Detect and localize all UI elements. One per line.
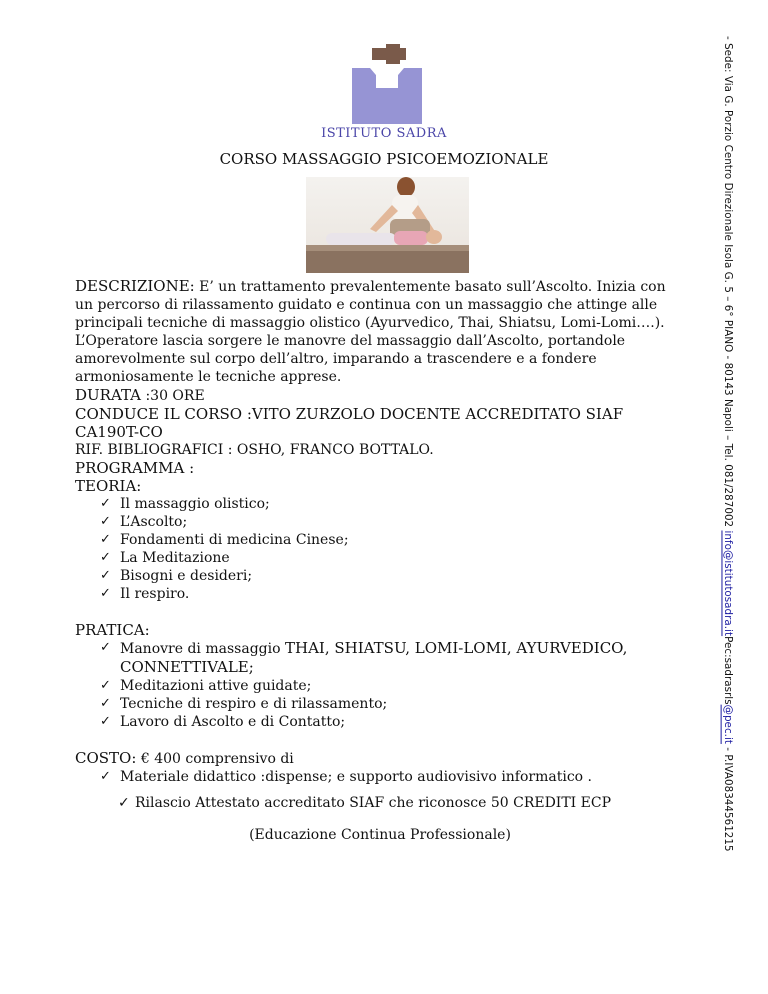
sadra-logo — [352, 44, 422, 128]
document-body — [75, 277, 685, 844]
list-item: ✓ Materiale didattico :dispense; e supporto audiovisivo informatico . — [100, 769, 593, 785]
list-item: ✓ Lavoro di Ascolto e di Contatto; — [100, 714, 346, 730]
certificate-subtitle: (Educazione Continua Professionale) — [249, 827, 511, 843]
massage-photo — [306, 177, 469, 273]
list-item: ✓ Meditazioni attive guidate; — [100, 678, 312, 694]
check-icon: ✓ — [118, 795, 130, 811]
document-title: CORSO MASSAGGIO PSICOEMOZIONALE — [219, 150, 549, 168]
check-icon: ✓ — [100, 550, 111, 565]
list-item: ✓ Bisogni e desideri; — [100, 568, 253, 584]
description-label: DESCRIZIONE: — [75, 277, 195, 295]
certificate-line: ✓ Rilascio Attestato accreditato SIAF che riconosce 50 CREDITI ECP — [118, 795, 612, 811]
check-icon: ✓ — [100, 696, 111, 711]
certificate — [75, 794, 685, 844]
list-item: ✓ Manovre di massaggio THAI, SHIATSU, LOMI-LOMI, AYURVEDICO, CONNETTIVALE; — [100, 639, 628, 676]
check-icon: ✓ — [100, 586, 111, 601]
list-item: ✓ Il respiro. — [100, 586, 190, 602]
list-item: ✓ La Meditazione — [100, 550, 230, 566]
description-text: E’ un trattamento prevalentemente basato sull’Ascolto. Inizia con un percorso di rilassamento guidato e continua con un massaggio che attinge alle principali tecniche di massaggio olistico (Ayurvedico, Thai, Shiatsu, Lomi-Lomi….). L’Operatore lascia sorgere le manovre del massaggio dall’Ascolto, portandole amorevolmente sul corpo dell’altro, imparando a trascendere e a fondere armoniosamente le tecniche apprese. — [75, 279, 666, 385]
conductor-line: CONDUCE IL CORSO :VITO ZURZOLO DOCENTE ACCREDITATO SIAF — [75, 405, 624, 423]
programma-label: PROGRAMMA : — [75, 459, 195, 477]
check-icon: ✓ — [100, 678, 111, 693]
check-icon: ✓ — [100, 496, 111, 511]
check-icon: ✓ — [100, 532, 111, 547]
description — [75, 277, 685, 386]
list-item: ✓ L’Ascolto; — [100, 514, 188, 530]
check-icon: ✓ — [100, 568, 111, 583]
side-contact-info: - Sede: Via G. Porzio Centro Direzionale Isola G. 5 – 6° PIANO - 80143 Napoli – Tel. 081/287002 info@istitutosadra.itPec:sadrasrls@pec.it - P.IVA08344561215 — [722, 36, 734, 852]
conductor-code: CA190T-CO — [75, 423, 163, 441]
email-link[interactable]: info@istitutosadra.it — [722, 530, 734, 637]
brand-name: ISTITUTO SADRA — [321, 126, 447, 141]
list-item: ✓ Il massaggio olistico; — [100, 496, 270, 512]
practice-label: PRATICA: — [75, 621, 150, 639]
check-icon: ✓ — [100, 514, 111, 529]
practice-list — [75, 639, 685, 731]
references: RIF. BIBLIOGRAFICI : OSHO, FRANCO BOTTALO. — [75, 442, 434, 458]
duration-value: :30 ORE — [141, 388, 205, 404]
cost-value: € 400 comprensivo di — [136, 751, 294, 767]
cost — [75, 749, 685, 768]
duration-label: DURATA — [75, 386, 141, 404]
theory-label: TEORIA: — [75, 477, 142, 495]
check-icon: ✓ — [100, 714, 111, 729]
check-icon: ✓ — [100, 640, 111, 655]
duration — [75, 386, 685, 405]
pec-link[interactable]: @pec.it — [722, 704, 734, 744]
check-icon: ✓ — [100, 769, 111, 784]
list-item: ✓ Fondamenti di medicina Cinese; — [100, 532, 349, 548]
list-item: ✓ Tecniche di respiro e di rilassamento; — [100, 696, 388, 712]
cost-list — [75, 768, 685, 786]
theory-list — [75, 495, 685, 603]
cost-label: COSTO: — [75, 749, 137, 767]
